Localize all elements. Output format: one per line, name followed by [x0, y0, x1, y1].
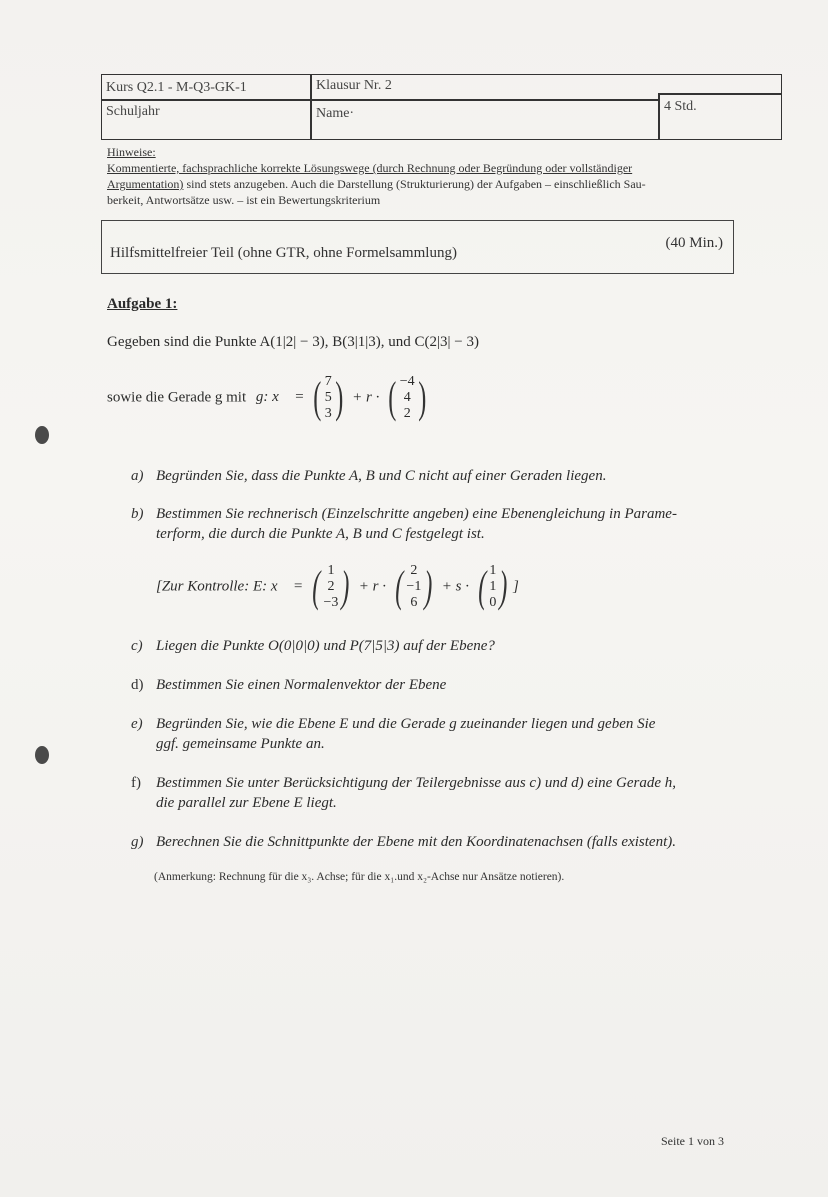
- e-direction-vector-1: ( 2 −1 6 ): [395, 562, 433, 611]
- part-d-label: d): [131, 677, 144, 693]
- section-time: (40 Min.): [665, 235, 723, 251]
- part-e-text: Begründen Sie, wie die Ebene E und die Gerade g zueinander liegen und geben Sie ggf. gemeinsame Punkte an.: [156, 716, 656, 752]
- part-a-text: Begründen Sie, dass die Punkte A, B und C nicht auf einer Geraden liegen.: [156, 468, 607, 484]
- part-d-text: Bestimmen Sie einen Normalenvektor der Ebene: [156, 677, 447, 693]
- line-g-definition: sowie die Gerade g mit g: x⃗ = ( 7 5 3 ) + r · ( −4 4 2 ): [107, 374, 431, 422]
- part-c-label: c): [131, 638, 143, 654]
- e-support-vector: ( 1 2 −3 ): [312, 562, 350, 611]
- schuljahr-label: Schuljahr: [106, 104, 160, 119]
- header-table: [101, 74, 782, 140]
- hinweise-line-1: Kommentierte, fachsprachliche korrekte Lösungswege (durch Rechnung oder Begründung oder vollständiger: [107, 161, 633, 175]
- hinweise-block: [107, 144, 737, 208]
- aufgabe-title: Aufgabe 1:: [107, 296, 178, 312]
- g-support-vector: ( 7 5 3 ): [313, 373, 344, 422]
- hinweise-heading: Hinweise:: [107, 145, 156, 159]
- g-direction-vector: ( −4 4 2 ): [388, 373, 427, 422]
- part-g-text: Berechnen Sie die Schnittpunkte der Ebene mit den Koordinatenachsen (falls existent).: [156, 834, 676, 850]
- section-title: Hilfsmittelfreier Teil (ohne GTR, ohne Formelsammlung): [110, 245, 457, 261]
- klausur-label: Klausur Nr. 2: [316, 78, 392, 93]
- control-equation: [Zur Kontrolle: E: x⃗ = ( 1 2 −3 ) + r · ( 2 −1 6 ) + s · ( 1 1 0 ) ]: [156, 562, 519, 611]
- part-c-text: Liegen die Punkte O(0|0|0) und P(7|5|3) auf der Ebene?: [156, 638, 495, 654]
- given-points: Gegeben sind die Punkte A(1|2| − 3), B(3|1|3), und C(2|3| − 3): [107, 334, 479, 350]
- part-g-label: g): [131, 834, 144, 850]
- duration-label: 4 Std.: [664, 99, 697, 114]
- part-g-note: (Anmerkung: Rechnung für die x₃. Achse; für die x₁.und x₂-Achse nur Ansätze notieren).: [154, 871, 565, 883]
- hinweise-line-2: Argumentation) sind stets anzugeben. Auch die Darstellung (Strukturierung) der Aufgaben – einschließlich Sau-: [107, 177, 646, 191]
- punch-hole-bottom: [35, 746, 49, 764]
- name-label: Name·: [316, 106, 355, 121]
- punch-hole-top: [35, 426, 49, 444]
- hinweise-line-3: berkeit, Antwortsätze usw. – ist ein Bewertungskriterium: [107, 193, 381, 207]
- part-b-text: Bestimmen Sie rechnerisch (Einzelschritte angeben) eine Ebenengleichung in Parame- terform, die durch die Punkte A, B und C festgelegt ist.: [156, 506, 677, 542]
- kurs-label: Kurs Q2.1 - M-Q3-GK-1: [106, 80, 247, 95]
- part-b-label: b): [131, 506, 144, 522]
- page-number: Seite 1 von 3: [661, 1134, 724, 1148]
- part-e-label: e): [131, 716, 143, 732]
- e-direction-vector-2: ( 1 1 0 ): [478, 562, 508, 611]
- part-f-text: Bestimmen Sie unter Berücksichtigung der Teilergebnisse aus c) und d) eine Gerade h, die parallel zur Ebene E liegt.: [156, 775, 677, 811]
- section-box: [101, 220, 734, 274]
- part-f-label: f): [131, 775, 141, 791]
- part-a-label: a): [131, 468, 144, 484]
